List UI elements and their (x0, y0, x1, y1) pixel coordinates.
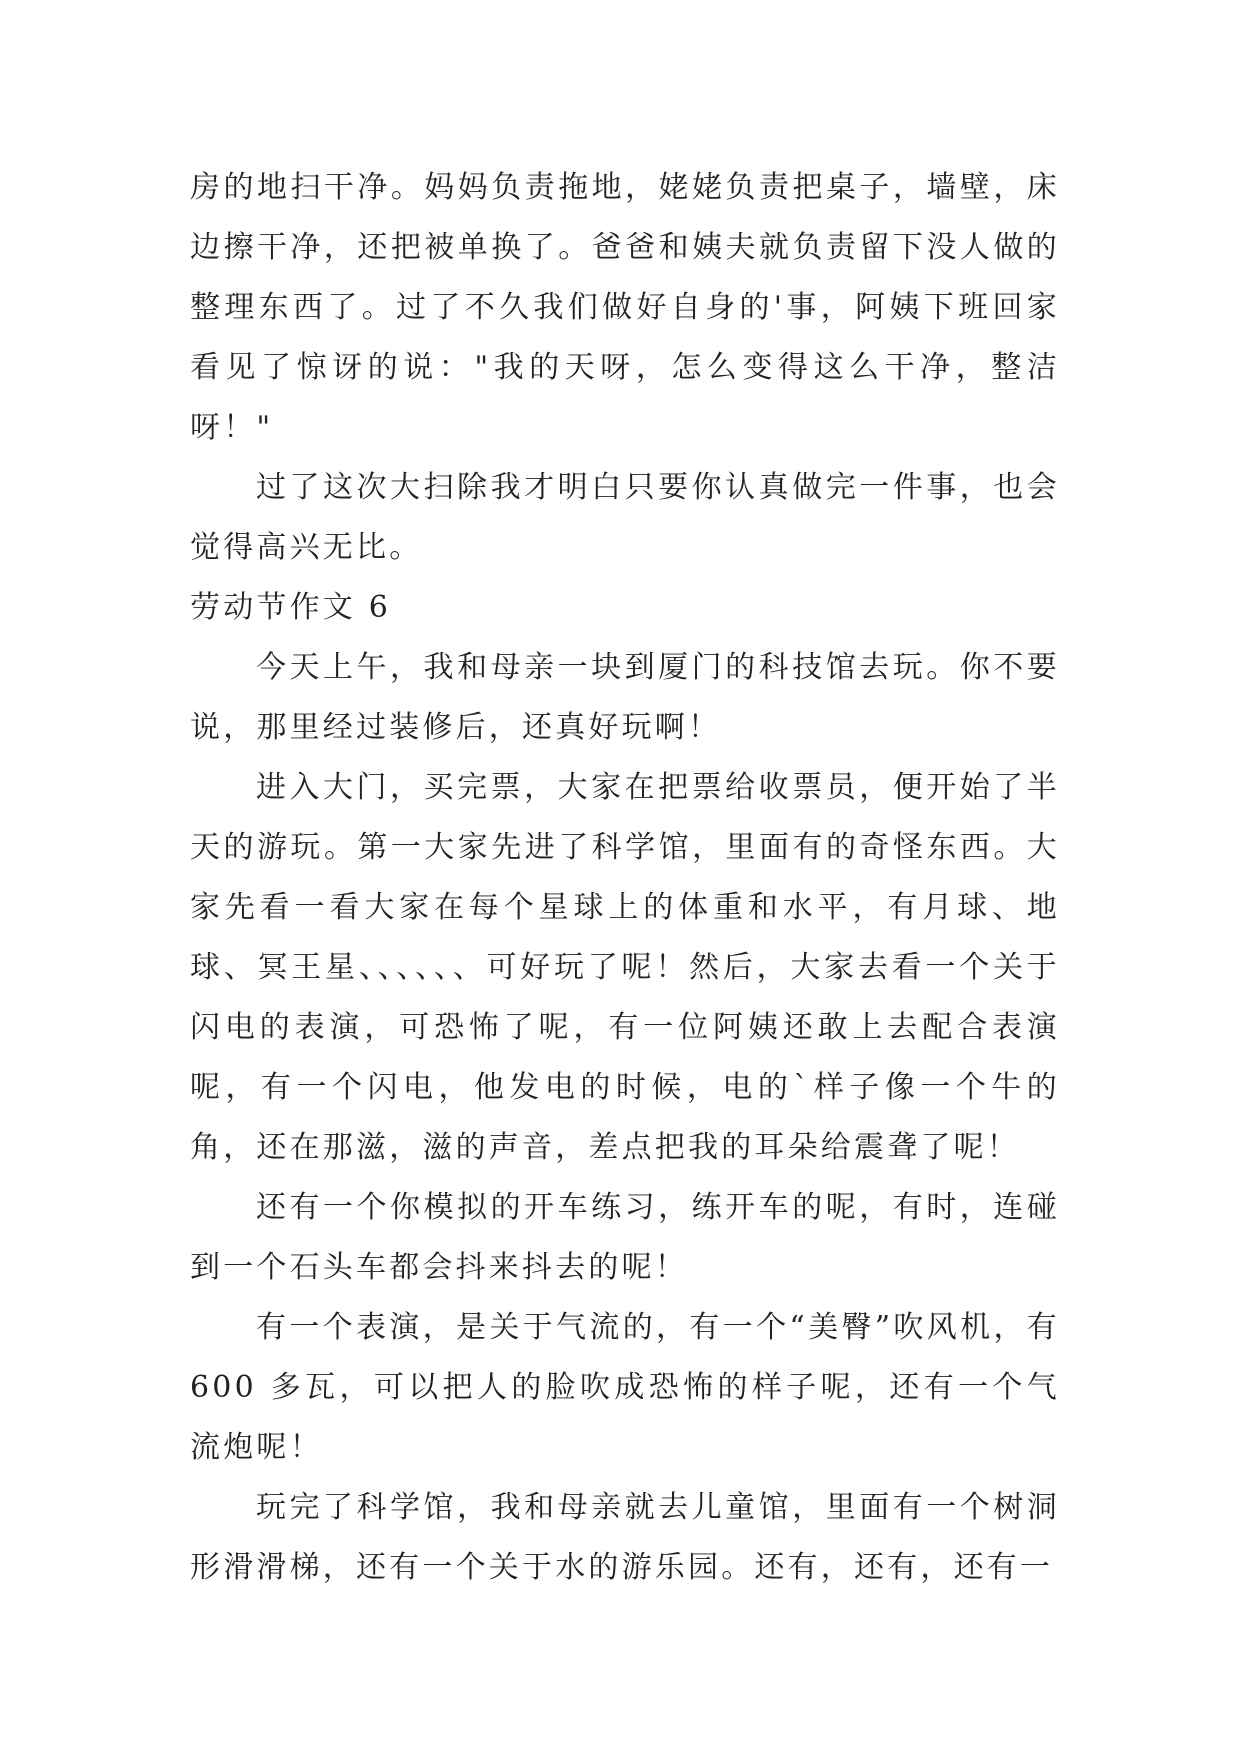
paragraph-7: 玩完了科学馆，我和母亲就去儿童馆，里面有一个树洞形滑滑梯，还有一个关于水的游乐园。还有，还有，还有一 (190, 1490, 1060, 1585)
paragraph-6: 有一个表演，是关于气流的，有一个“美臀”吹风机，有 600 多瓦，可以把人的脸吹成恐怖的样子呢，还有一个气流炮呢！ (190, 1310, 1060, 1465)
document-page (190, 158, 1060, 1598)
paragraph-5: 还有一个你模拟的开车练习，练开车的呢，有时，连碰到一个石头车都会抖来抖去的呢！ (190, 1190, 1060, 1285)
paragraph-1: 房的地扫干净。妈妈负责拖地，姥姥负责把桌子，墙壁，床边擦干净，还把被单换了。爸爸和姨夫就负责留下没人做的整理东西了。过了不久我们做好自身的'事，阿姨下班回家看见了惊讶的说："我的天呀，怎么变得这么干净，整洁呀！" (190, 170, 1060, 445)
paragraph-3: 今天上午，我和母亲一块到厦门的科技馆去玩。你不要说，那里经过装修后，还真好玩啊！ (190, 650, 1060, 745)
paragraph-4: 进入大门，买完票，大家在把票给收票员，便开始了半天的游玩。第一大家先进了科学馆，里面有的奇怪东西。大家先看一看大家在每个星球上的体重和水平，有月球、地球、冥王星、、、、、、可好玩了呢！然后，大家去看一个关于闪电的表演，可恐怖了呢，有一位阿姨还敢上去配合表演呢，有一个闪电，他发电的时候，电的`样子像一个牛的角，还在那滋，滋的声音，差点把我的耳朵给震聋了呢！ (190, 770, 1060, 1165)
paragraph-2: 过了这次大扫除我才明白只要你认真做完一件事，也会觉得高兴无比。 (190, 470, 1060, 565)
section-title: 劳动节作文 6 (190, 590, 392, 625)
